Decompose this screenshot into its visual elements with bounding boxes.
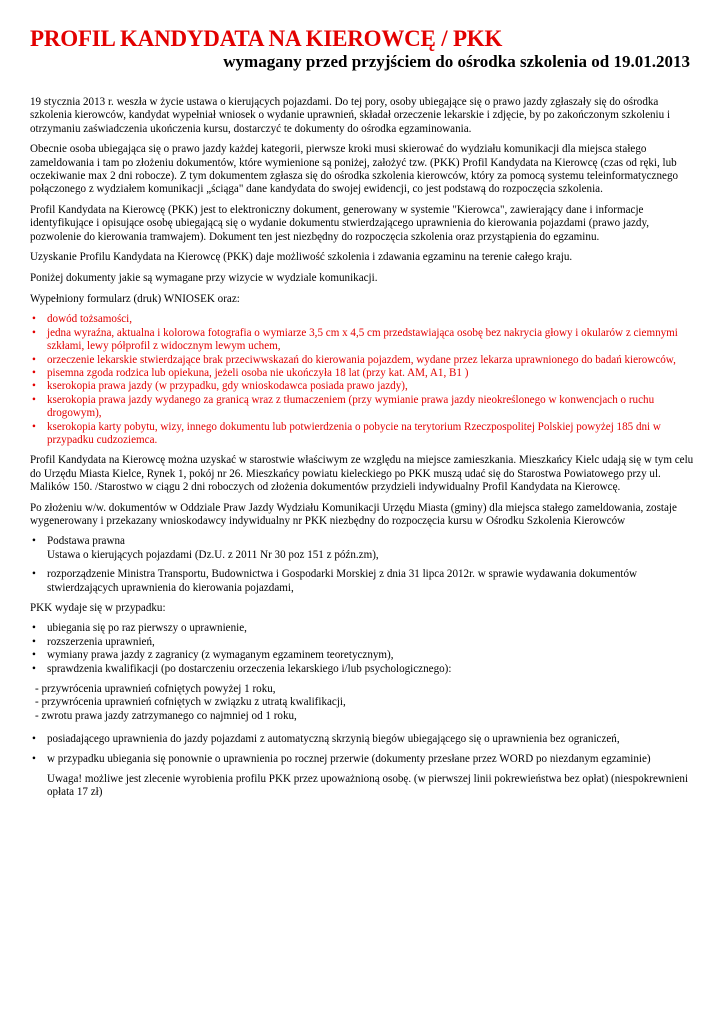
page-title: PROFIL KANDYDATA NA KIEROWCĘ / PKK (30, 26, 503, 51)
list-item: - przywrócenia uprawnień cofniętych powyżej 1 roku, (35, 683, 276, 696)
document-body (30, 96, 694, 800)
list-item: • rozszerzenia uprawnień, (30, 636, 694, 649)
intro-paragraph: 19 stycznia 2013 r. weszła w życie ustawa o kierujących pojazdami. Do tej pory, osoby ubiegające się o prawo jazdy zgłaszały się do ośrodka szkolenia kierowców, kandydat wypełniał wniosek o wydanie uprawnień, składał orzeczenie lekarskie i zdjęcie, by po zakończonym szkoleniu i otrzymaniu zaświadczenia ukończenia kursu, dostarczyć te dokumenty do ośrodka egzaminowania. (30, 96, 671, 135)
after-submission-paragraph: Po złożeniu w/w. dokumentów w Oddziale Praw Jazdy Wydziału Komunikacji Urzędu Miasta (gminy) dla miejsca stałego zameldowania, zostaje wygenerowany i przekazany wnioskodawcy indywidualny nr PKK niezbędny do rozpoczęcia kursu w Ośrodku Szkolenia Kierowców (30, 501, 677, 527)
form-paragraph: Wypełniony formularz (druk) WNIOSEK oraz: (30, 292, 240, 305)
list-item: • dowód tożsamości, (30, 313, 694, 326)
documents-intro-paragraph: Poniżej dokumenty jakie są wymagane przy wizycie w wydziale komunikacji. (30, 272, 378, 285)
dash-list (35, 683, 694, 723)
nationwide-paragraph: Uzyskanie Profilu Kandydata na Kierowcę (PKK) daje możliwość szkolenia i zdawania egzaminu na terenie całego kraju. (30, 251, 573, 264)
legal-basis-list (30, 535, 694, 595)
list-item: • sprawdzenia kwalifikacji (po dostarczeniu orzeczenia lekarskiego i/lub psychologicznego): (30, 663, 694, 676)
list-item: • kserokopia karty pobytu, wizy, innego dokumentu lub potwierdzenia o pobycie na terytorium Rzeczpospolitej Polskiej powyżej 185 dni w przypadku cudzoziemca. (30, 421, 694, 448)
page-subtitle: wymagany przed przyjściem do ośrodka szkolenia od 19.01.2013 (223, 52, 690, 71)
list-item: • w przypadku ubiegania się ponownie o uprawnienia po rocznej przerwie (dokumenty przesłane przez WORD po niezdanym egzaminie) (30, 753, 694, 766)
list-item: • kserokopia prawa jazdy (w przypadku, gdy wnioskodawca posiada prawo jazdy), (30, 380, 694, 393)
legal-basis-text: Ustawa o kierujących pojazdami (Dz.U. z 2011 Nr 30 poz 151 z późn.zm), (47, 548, 379, 561)
extra-cases-list (30, 733, 694, 766)
legal-basis-label: • Podstawa prawna (47, 535, 125, 548)
current-procedure-paragraph: Obecnie osoba ubiegająca się o prawo jazdy każdej kategorii, pierwsze kroki musi skierować do wydziału komunikacji dla miejsca stałego zameldowania i tam po złożeniu dokumentów, które wymienione są poniżej, założyć tzw. (PKK) Profil Kandydata na Kierowcę (czas od ręki, lub oczekiwanie max 2 dni robocze). Z tym dokumentem zgłasza się do ośrodka szkolenia kierowców, który za pomocą systemu teleinformatycznego połączonego z wydziałem komunikacji „ściąga" dane kandydata do swojej ewidencji, co jest podstawą do rozpoczęcia szkolenia. (30, 143, 679, 196)
list-item: • pisemna zgoda rodzica lub opiekuna, jeżeli osoba nie ukończyła 18 lat (przy kat. AM, A1, B1 ) (30, 367, 694, 380)
note-paragraph: Uwaga! możliwe jest zlecenie wyrobienia profilu PKK przez upoważnioną osobę. (w pierwszej linii pokrewieństwa bez opłat) (niespokrewnieni opłata 17 zł) (47, 773, 689, 799)
list-item: • ubiegania się po raz pierwszy o uprawnienie, (30, 622, 694, 635)
list-item (30, 535, 694, 562)
required-documents-list (30, 313, 694, 447)
list-item: • kserokopia prawa jazdy wydanego za granicą wraz z tłumaczeniem (przy wymianie prawa jazdy nieokreślonego w konwencjach o ruchu drogowym), (30, 394, 694, 421)
where-to-apply-paragraph: Profil Kandydata na Kierowcę można uzyskać w starostwie właściwym ze względu na miejsce zamieszkania. Mieszkańcy Kielc udają się w tym celu do Urzędu Miasta Kielce, Rynek 1, pokój nr 26. Mieszkańcy powiatu kieleckiego po PKK muszą udać się do Starostwa Powiatowego przy ul. Malików 150. /Starostwo w ciągu 2 dni roboczych od złożenia dokumentów przydzieli indywidualny Profil Kandydata na Kierowcę. (30, 454, 694, 494)
list-item: • orzeczenie lekarskie stwierdzające brak przeciwwskazań do kierowania pojazdem, wydane przez lekarza uprawnionego do badań kierowców, (30, 354, 694, 367)
list-item: • jedna wyraźna, aktualna i kolorowa fotografia o wymiarze 3,5 cm x 4,5 cm przedstawiająca osobę bez nakrycia głowy i okularów z ciemnymi szkłami, lewy półprofil z widocznym lewym uchem, (30, 327, 694, 354)
document-page (30, 26, 694, 800)
list-item: • wymiany prawa jazdy z zagranicy (z wymaganym egzaminem teoretycznym), (30, 649, 694, 662)
cases-list (30, 622, 694, 676)
pkk-definition-paragraph: Profil Kandydata na Kierowcę (PKK) jest to elektroniczny dokument, generowany w systemie "Kierowca", zawierający dane i informacje identyfikujące i opisujące osobę ubiegającą się o wydanie dokumentu stwierdzającego uprawnienia do kierowania pojazdami (prawo jazdy, pozwolenie do kierowania tramwajem). Dokument ten jest niezbędny do rozpoczęcia szkolenia oraz przystąpienia do egzaminu. (30, 203, 650, 243)
cases-intro-paragraph: PKK wydaje się w przypadku: (30, 602, 166, 614)
list-item: • rozporządzenie Ministra Transportu, Budownictwa i Gospodarki Morskiej z dnia 31 lipca 2012r. w sprawie wydawania dokumentów stwierdzających uprawnienia do kierowania pojazdami, (30, 568, 694, 595)
list-item: - przywrócenia uprawnień cofniętych w związku z utratą kwalifikacji, (35, 696, 346, 709)
list-item: - zwrotu prawa jazdy zatrzymanego co najmniej od 1 roku, (35, 709, 297, 722)
list-item: • posiadającego uprawnienia do jazdy pojazdami z automatyczną skrzynią biegów ubiegającego się o uprawnienia bez ograniczeń, (30, 733, 694, 746)
